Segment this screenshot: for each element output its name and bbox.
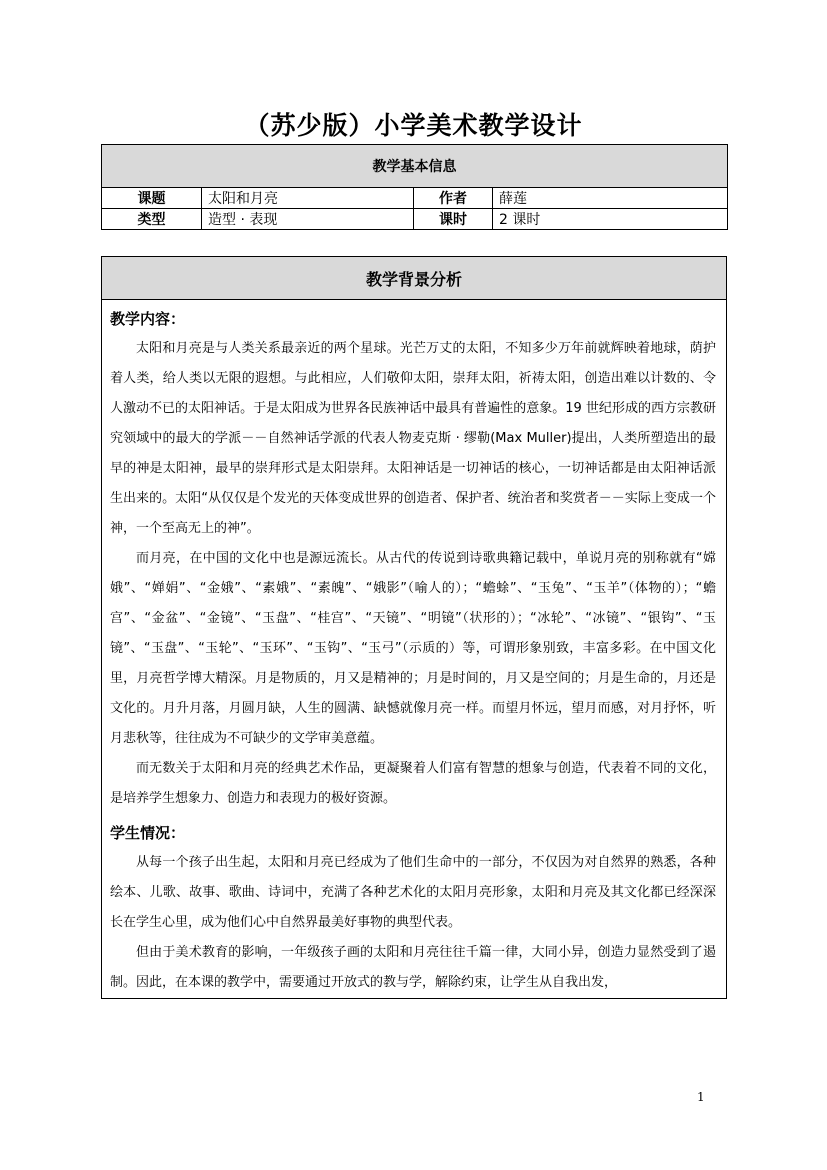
hours-label: 课时: [414, 209, 493, 230]
student-paragraph: 从每一个孩子出生起，太阳和月亮已经成为了他们生命中的一部分，不仅因为对自然界的熟悉，各种绘本、儿歌、故事、歌曲、诗词中，充满了各种艺术化的太阳月亮形象，太阳和月亮及其文化都已经深深长在学生心里，成为他们心中自然界最美好事物的典型代表。: [110, 855, 716, 930]
hours-value: 2 课时: [493, 209, 728, 230]
student-situation-heading: 学生情况：: [110, 824, 186, 842]
type-value: 造型 · 表现: [202, 209, 414, 230]
type-label: 类型: [102, 209, 202, 230]
analysis-table: [101, 256, 727, 999]
analysis-header: 教学背景分析: [102, 257, 727, 300]
author-label: 作者: [414, 188, 493, 209]
basic-info-table: [101, 144, 728, 230]
content-paragraph: 而月亮，在中国的文化中也是源远流长。从古代的传说到诗歌典籍记载中，单说月亮的别称就有“嫦娥”、“婵娟”、“金娥”、“素娥”、“素魄”、“娥影”（喻人的）；“蟾蜍”、“玉兔”、“玉羊”（体物的）；“蟾宫”、“金盆”、“金镜”、“玉盘”、“桂宫”、“天镜”、“明镜”（状形的）；“冰轮”、“冰镜”、“银钩”、“玉镜”、“玉盘”、“玉轮”、“玉环”、“玉钩”、“玉弓”（示质的）等，可谓形象别致，丰富多彩。在中国文化里，月亮哲学博大精深。月是物质的，月又是精神的；月是时间的，月又是空间的；月是生命的，月还是文化的。月升月落，月圆月缺，人生的圆满、缺憾就像月亮一样。而望月怀远，望月而感，对月抒怀，听月悲秋等，往往成为不可缺少的文学审美意蕴。: [110, 551, 716, 746]
student-paragraph: 但由于美术教育的影响，一年级孩子画的太阳和月亮往往千篇一律，大同小异，创造力显然受到了遏制。因此，在本课的教学中，需要通过开放式的教与学，解除约束，让学生从自我出发，: [110, 945, 716, 990]
content-paragraph: 太阳和月亮是与人类关系最亲近的两个星球。光芒万丈的太阳，不知多少万年前就辉映着地球，荫护着人类，给人类以无限的遐想。与此相应，人们敬仰太阳，崇拜太阳，祈祷太阳，创造出难以计数的、令人激动不已的太阳神话。于是太阳成为世界各民族神话中最具有普遍性的意象。19 世纪形成的西方宗教研究领域中的最大的学派－－自然神话学派的代表人物麦克斯 · 缪勒(Max Muller)提出，人类所塑造出的最早的神是太阳神，最早的崇拜形式是太阳崇拜。太阳神话是一切神话的核心，一切神话都是由太阳神话派生出来的。太阳“从仅仅是个发光的天体变成世界的创造者、保护者、统治者和奖赏者－－实际上变成一个神，一个至高无上的神”。: [110, 341, 716, 536]
author-value: 薛莲: [493, 188, 728, 209]
topic-label: 课题: [102, 188, 202, 209]
document-title: （苏少版）小学美术教学设计: [244, 111, 583, 140]
topic-value: 太阳和月亮: [202, 188, 414, 209]
page-number: 1: [697, 1090, 705, 1104]
content-paragraph: 而无数关于太阳和月亮的经典艺术作品，更凝聚着人们富有智慧的想象与创造，代表着不同的文化，是培养学生想象力、创造力和表现力的极好资源。: [110, 761, 716, 806]
teaching-content-heading: 教学内容：: [110, 310, 186, 328]
basic-info-header: 教学基本信息: [102, 145, 728, 188]
analysis-content: [102, 300, 727, 999]
